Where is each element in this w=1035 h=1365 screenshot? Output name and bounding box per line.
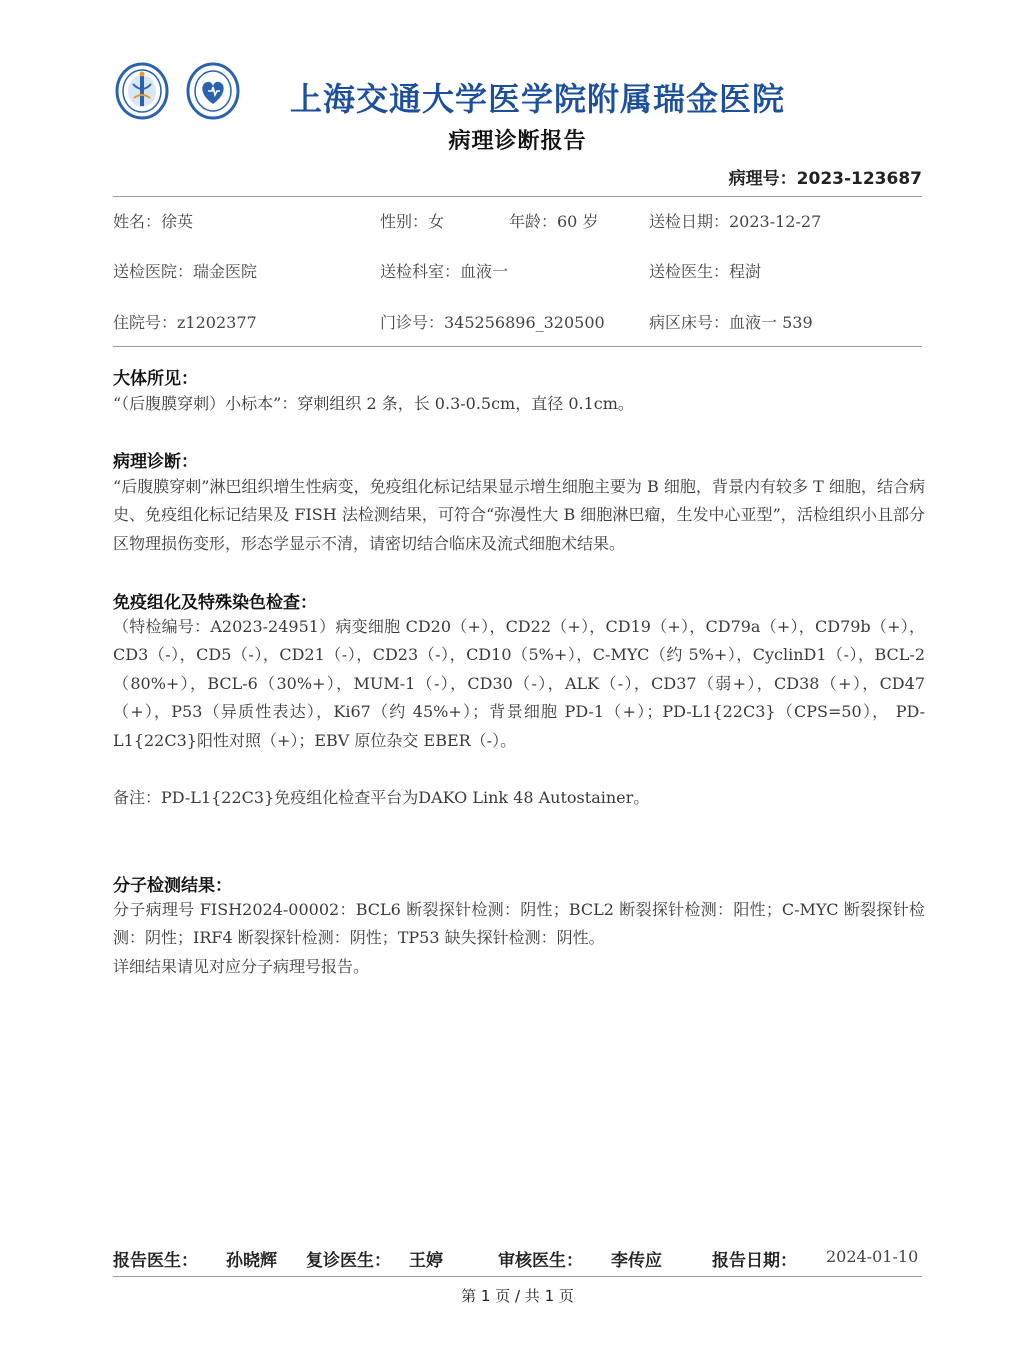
report-date: 2024-01-10 <box>826 1247 919 1266</box>
ihc-text: （特检编号：A2023-24951）病变细胞 CD20（+），CD22（+），CD19（+），CD79a（+），CD79b（+），CD3（-），CD5（-），CD21（-），CD23（-），CD10（5%+），C-MYC（约 5%+），CyclinD1（-），BCL-2（80%+），BCL-6（30%+），MUM-1（-），CD30（-），ALK（-），CD37（弱+），CD38（+），CD47（+），P53（异质性表达），Ki67（约 45%+）；背景细胞 PD-1（+）；PD-L1{22C3}（CPS=50）， PD-L1{22C3}阳性对照（+）；EBV 原位杂交 EBER（-）。 <box>113 617 925 750</box>
submit-hospital: 送检医院：瑞金医院 <box>113 262 258 281</box>
university-logo <box>115 62 169 120</box>
audit-doctor-label: 审核医生： <box>498 1251 583 1271</box>
molecular-note: 详细结果请见对应分子病理号报告。 <box>113 957 370 976</box>
report-date-label: 报告日期： <box>712 1251 797 1271</box>
divider <box>113 196 922 197</box>
patient-sex: 性别：女 <box>380 212 445 231</box>
report-doctor-name: 孙晓辉 <box>226 1251 277 1271</box>
outpatient-number: 门诊号：345256896_320500 <box>380 313 605 332</box>
patient-name: 姓名：徐英 <box>113 212 194 231</box>
report-doctor-label: 报告医生： <box>113 1251 198 1271</box>
hospital-name: 上海交通大学医学院附属瑞金医院 <box>290 80 786 118</box>
review-doctor-name: 王婷 <box>409 1251 443 1271</box>
case-number: 病理号：2023-123687 <box>728 169 922 189</box>
hospital-logo <box>186 62 240 120</box>
diagnosis-text: “后腹膜穿刺”淋巴组织增生性病变，免疫组化标记结果显示增生细胞主要为 B 细胞，背景内有较多 T 细胞，结合病史、免疫组化标记结果及 FISH 法检测结果，可符合“弥漫性大 B 细胞淋巴瘤，生发中心亚型”，活检组织小且部分区物理损伤变形，形态学显示不清，请密切结合临床及流式细胞术结果。 <box>113 477 925 553</box>
inpatient-number: 住院号：z1202377 <box>113 313 257 332</box>
review-doctor-label: 复诊医生： <box>306 1251 391 1271</box>
gross-text: “（后腹膜穿刺）小标本”：穿刺组织 2 条，长 0.3-0.5cm，直径 0.1cm。 <box>113 394 634 413</box>
ihc-note: 备注：PD-L1{22C3}免疫组化检查平台为DAKO Link 48 Autostainer。 <box>113 788 650 807</box>
audit-doctor-name: 李传应 <box>611 1251 662 1271</box>
divider <box>113 1276 922 1277</box>
diagnosis-heading: 病理诊断： <box>113 452 198 472</box>
page-number: 第 1 页 / 共 1 页 <box>461 1287 574 1305</box>
patient-age: 年龄：60 岁 <box>509 212 599 231</box>
divider <box>113 346 922 347</box>
gross-heading: 大体所见： <box>113 369 198 389</box>
molecular-text: 分子病理号 FISH2024-00002：BCL6 断裂探针检测：阴性；BCL2 断裂探针检测：阳性；C-MYC 断裂探针检测：阴性；IRF4 断裂探针检测：阴性；TP53 缺失探针检测：阴性。 <box>113 900 925 948</box>
submit-department: 送检科室：血液一 <box>380 262 509 281</box>
submit-date: 送检日期：2023-12-27 <box>649 212 822 231</box>
ihc-heading: 免疫组化及特殊染色检查： <box>113 593 317 613</box>
submit-doctor: 送检医生：程澍 <box>649 262 762 281</box>
ward-bed: 病区床号：血液一 539 <box>649 313 813 332</box>
molecular-heading: 分子检测结果： <box>113 876 232 896</box>
report-title: 病理诊断报告 <box>448 129 587 154</box>
